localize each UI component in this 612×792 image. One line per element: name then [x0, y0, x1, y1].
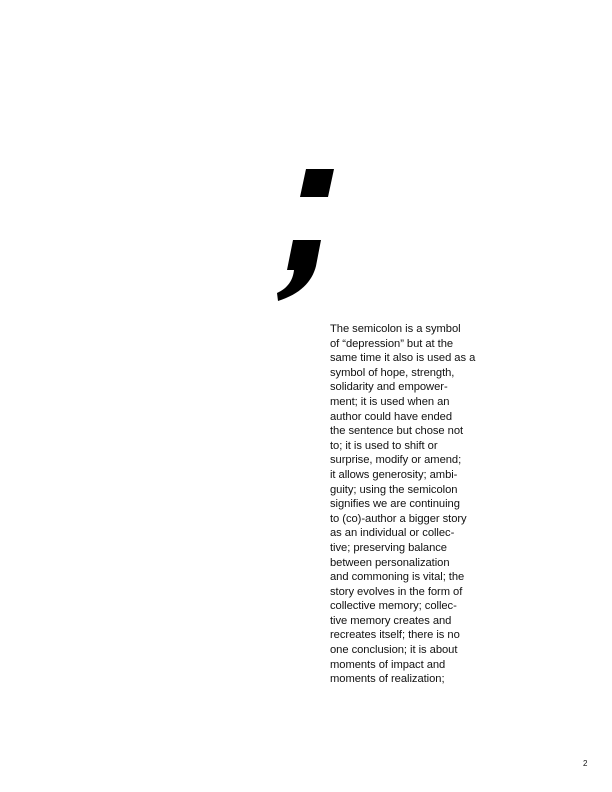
text-line: story evolves in the form of — [330, 585, 463, 598]
text-line: symbol of hope, strength, — [330, 366, 455, 379]
text-line: surprise, modify or amend; — [330, 454, 462, 467]
text-line: to; it is used to shift or — [330, 439, 438, 452]
text-line: tive; preserving balance — [330, 541, 447, 554]
semicolon-dot — [300, 169, 334, 197]
text-line: solidarity and empower- — [330, 381, 448, 394]
text-line: recreates itself; there is no — [330, 629, 460, 642]
text-line: as an individual or collec- — [330, 527, 455, 540]
text-line: the sentence but chose not — [330, 425, 464, 438]
text-line: ment; it is used when an — [330, 395, 450, 408]
text-line: between personalization — [330, 556, 450, 569]
text-line: to (co)-author a bigger story — [330, 512, 467, 525]
page-number: 2 — [583, 759, 588, 768]
text-line: author could have ended — [330, 410, 453, 423]
semicolon-icon — [272, 164, 342, 306]
text-line: moments of realization; — [330, 673, 445, 686]
text-line: one conclusion; it is about — [330, 644, 458, 657]
text-line: of “depression” but at the — [330, 337, 454, 350]
text-line: The semicolon is a symbol — [330, 323, 461, 335]
body-paragraph — [330, 322, 490, 687]
text-line: guity; using the semicolon — [330, 483, 458, 496]
text-line: signifies we are continuing — [330, 498, 460, 511]
text-line: same time it also is used as a — [330, 352, 476, 365]
text-line: and commoning is vital; the — [330, 571, 465, 584]
text-line: it allows generosity; ambi- — [330, 468, 458, 481]
text-line: tive memory creates and — [330, 614, 452, 627]
semicolon-comma — [277, 240, 321, 301]
text-line: moments of impact and — [330, 658, 446, 671]
text-line: collective memory; collec- — [330, 600, 457, 613]
